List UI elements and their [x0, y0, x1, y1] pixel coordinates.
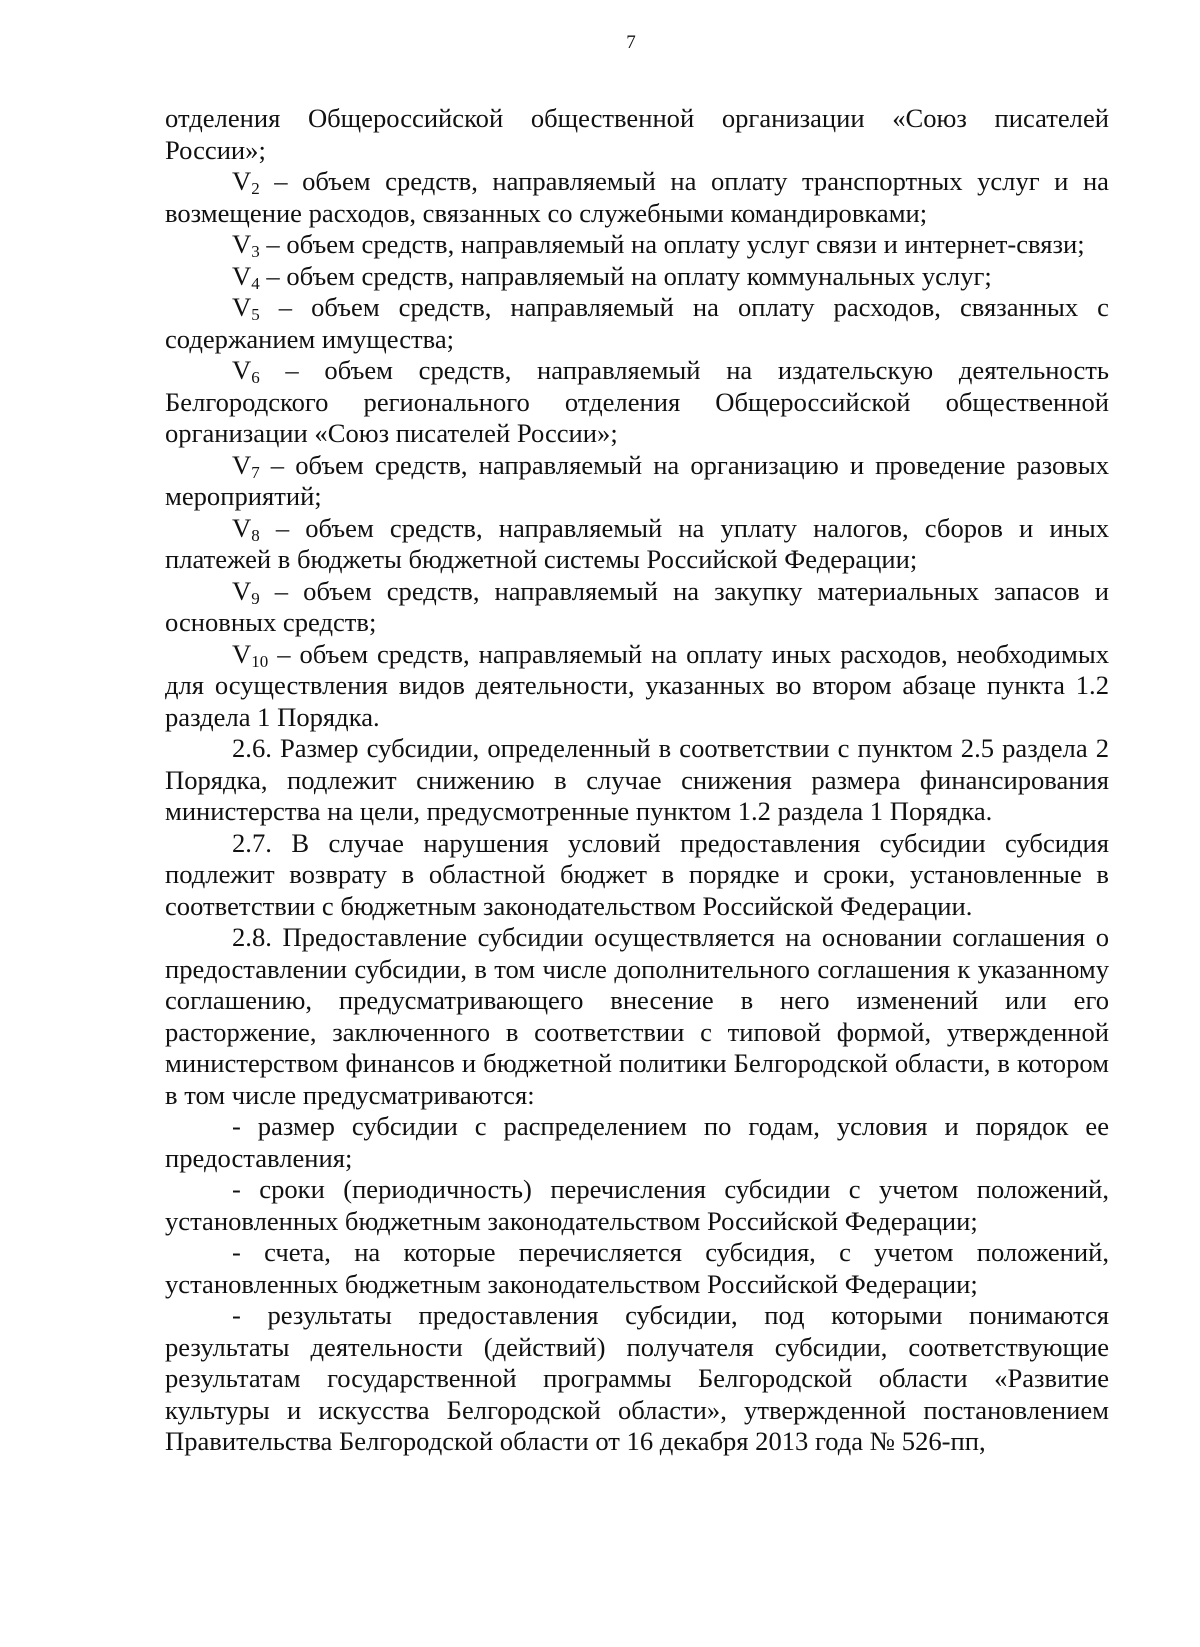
variable-symbol: V: [232, 166, 252, 196]
list-item-transfer-terms: [165, 1174, 1109, 1237]
variable-subscript: 3: [251, 242, 260, 261]
variable-subscript: 2: [251, 179, 260, 198]
paragraph-text: - счета, на которые перечисляется субсидия, с учетом положений, установленных бюджетным законодательством Российской Федерации;: [165, 1237, 1109, 1299]
list-item-accounts: [165, 1237, 1109, 1300]
variable-definition-v6: [165, 355, 1109, 450]
paragraph-text: – объем средств, направляемый на закупку материальных запасов и основных средств;: [165, 575, 1109, 637]
paragraph-text: – объем средств, направляемый на оплату транспортных услуг и на возмещение расходов, связанных со служебными командировками;: [165, 166, 1109, 228]
variable-subscript: 7: [251, 462, 260, 482]
paragraph-text: – объем средств, направляемый на оплату коммунальных услуг;: [259, 260, 992, 291]
document-body: [165, 103, 1109, 1458]
variable-symbol: V: [232, 638, 252, 669]
variable-definition-v5: [165, 292, 1109, 355]
paragraph-text: отделения Общероссийской общественной организации «Союз писателей России»;: [165, 103, 1109, 165]
variable-definition-v8: [165, 513, 1109, 576]
variable-subscript: 10: [251, 651, 269, 671]
paragraph: [165, 103, 1109, 166]
variable-subscript: 9: [251, 588, 260, 608]
list-item-subsidy-amount: [165, 1111, 1109, 1174]
variable-symbol: V: [232, 260, 252, 291]
paragraph-text: 2.6. Размер субсидии, определенный в соответствии с пунктом 2.5 раздела 2 Порядка, подлежит снижению в случае снижения размера финансирования министерства на цели, предусмотренные пунктом 1.2 раздела 1 Порядка.: [165, 733, 1109, 826]
paragraph-text: – объем средств, направляемый на организацию и проведение разовых мероприятий;: [165, 449, 1109, 511]
variable-definition-v2: [165, 166, 1109, 229]
variable-definition-v10: [165, 639, 1109, 734]
variable-symbol: V: [232, 229, 252, 259]
variable-symbol: V: [232, 292, 252, 322]
paragraph-text: – объем средств, направляемый на издательскую деятельность Белгородского регионального отделения Общероссийской общественной организации «Союз писателей России»;: [165, 355, 1109, 448]
variable-subscript: 6: [251, 368, 260, 387]
clause-2-7: [165, 828, 1109, 923]
variable-definition-v4: [165, 261, 1109, 293]
variable-subscript: 8: [251, 525, 260, 545]
paragraph-text: 2.7. В случае нарушения условий предоставления субсидии субсидия подлежит возврату в областной бюджет в порядке и сроки, установленные в соответствии с бюджетным законодательством Российской Федерации.: [165, 827, 1109, 921]
paragraph-text: – объем средств, направляемый на оплату услуг связи и интернет-связи;: [259, 229, 1085, 259]
clause-2-6: [165, 733, 1109, 828]
variable-definition-v3: [165, 229, 1109, 261]
variable-symbol: V: [232, 575, 252, 606]
list-item-results: [165, 1300, 1109, 1458]
variable-subscript: 5: [251, 305, 260, 324]
variable-symbol: V: [232, 449, 252, 480]
paragraph-text: – объем средств, направляемый на уплату налогов, сборов и иных платежей в бюджеты бюджетной системы Российской Федерации;: [165, 512, 1109, 574]
variable-symbol: V: [232, 512, 252, 543]
paragraph-text: – объем средств, направляемый на оплату расходов, связанных с содержанием имущества;: [165, 292, 1109, 354]
variable-symbol: V: [232, 355, 252, 385]
paragraph-text: 2.8. Предоставление субсидии осуществляется на основании соглашения о предоставлении субсидии, в том числе дополнительного соглашения к указанному соглашению, предусматривающего внесение в него изменений или его расторжение, заключенного в соответствии с типовой формой, утвержденной министерством финансов и бюджетной политики Белгородской области, в котором в том числе предусматриваются:: [165, 922, 1109, 1110]
variable-definition-v9: [165, 576, 1109, 639]
page-number: 7: [626, 32, 636, 53]
paragraph-text: - размер субсидии с распределением по годам, условия и порядок ее предоставления;: [165, 1111, 1109, 1173]
variable-definition-v7: [165, 450, 1109, 513]
paragraph-text: - сроки (периодичность) перечисления субсидии с учетом положений, установленных бюджетным законодательством Российской Федерации;: [165, 1174, 1109, 1236]
paragraph-text: - результаты предоставления субсидии, под которыми понимаются результаты деятельности (действий) получателя субсидии, соответствующие результатам государственной программы Белгородской области «Развитие культуры и искусства Белгородской области», утвержденной постановлением Правительства Белгородской области от 16 декабря 2013 года № 526-пп,: [165, 1300, 1109, 1456]
variable-subscript: 4: [251, 273, 260, 293]
clause-2-8: [165, 922, 1109, 1111]
paragraph-text: – объем средств, направляемый на оплату иных расходов, необходимых для осуществления видов деятельности, указанных во втором абзаце пункта 1.2 раздела 1 Порядка.: [165, 638, 1109, 732]
